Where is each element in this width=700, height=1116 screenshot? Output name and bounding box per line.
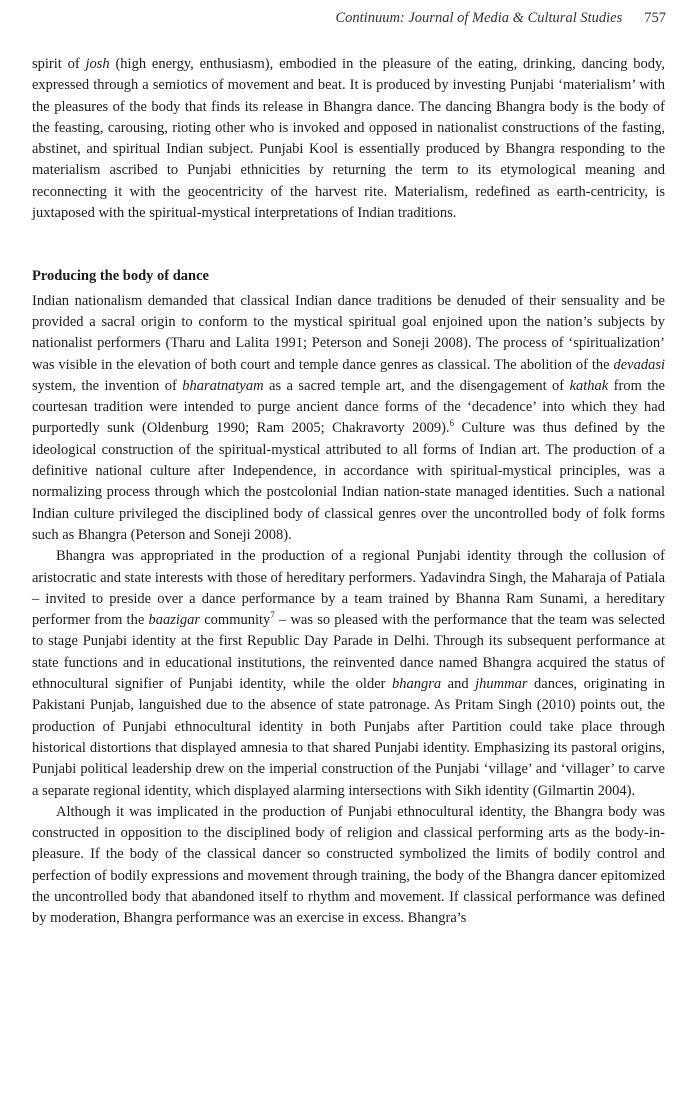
- page-number: 757: [644, 10, 666, 26]
- text-run: Indian nationalism demanded that classical Indian dance traditions be denuded of their sensuality and be provided a sacral origin to conform to the mystical spiritual goal enjoined upon the nation’s subjects by nationalist performers (Tharu and Lalita 1991; Peterson and Soneji 2008). The process of ‘spiritualization’ was visible in the elevation of both court and temple dance genres as classical. The abolition of the: [32, 292, 665, 373]
- text-run: system, the invention of: [32, 377, 183, 394]
- italic-term: kathak: [569, 377, 609, 394]
- journal-title: Continuum: Journal of Media & Cultural Studies: [335, 10, 623, 26]
- article-body: [32, 54, 665, 930]
- italic-term: baazigar: [148, 612, 201, 629]
- section-body: [32, 291, 665, 930]
- paragraph: [32, 802, 665, 930]
- italic-term: devadasi: [613, 356, 665, 373]
- text-run: – was so pleased with the performance that the team was selected to stage Punjabi identity at the first Republic Day Parade in Delhi. Through its subsequent performance at state functions and in educational institutions, the reinvented dance named Bhangra acquired the status of ethnocultural signifier of Punjabi identity, while the older: [32, 612, 665, 693]
- text-run: spirit of: [32, 56, 86, 72]
- italic-term: bharatnatyam: [182, 377, 264, 394]
- section-heading: Producing the body of dance: [32, 268, 209, 285]
- italic-term: josh: [85, 56, 110, 72]
- running-head: [335, 10, 666, 27]
- italic-term: jhummar: [475, 676, 528, 693]
- footnote-ref: 7: [270, 610, 275, 621]
- text-run: Although it was implicated in the production of Punjabi ethnocultural identity, the Bhangra body was constructed in opposition to the disciplined body of religion and classical performing arts as the body-in-pleasure. If the body of the classical dancer so constructed symbolized the limits of bodily control and perfection of bodily expressions and movement through training, the body of the Bhangra dancer epitomized the uncontrolled body that abandoned itself to rhythm and movement. If classical performance was defined by moderation, Bhangra performance was an exercise in excess. Bhangra’s: [32, 803, 665, 927]
- text-run: (high energy, enthusiasm), embodied in the pleasure of the eating, drinking, dancing body, expressed through a semiotics of movement and beat. It is produced by investing Punjabi ‘materialism’ with the pleasures of the body that finds its release in Bhangra dance. The dancing Bhangra body is the body of the feasting, carousing, rioting other who is invoked and opposed in nationalist constructions of the fasting, abstinet, and spiritual Indian subject. Punjabi Kool is essentially produced by Bhangra responding to the materialism ascribed to Punjabi ethnicities by returning the term to its etymological meaning and reconnecting it with the geocentricity of the harvest rite. Materialism, redefined as earth-centricity, is juxtaposed with the spiritual-mystical interpretations of Indian traditions.: [32, 56, 665, 222]
- text-run: community: [200, 612, 271, 629]
- intro-text: [32, 54, 665, 224]
- paragraph: [32, 291, 665, 547]
- italic-term: bhangra: [392, 676, 442, 693]
- paragraph: [32, 546, 665, 802]
- text-run: from the courtesan tradition were intended to purge ancient dance forms of the ‘decadence’ into which they had purportedly sunk (Oldenburg 1990; Ram 2005; Chakravorty 2009).: [32, 377, 665, 437]
- text-run: and: [441, 676, 476, 693]
- text-run: Culture was thus defined by the ideological construction of the spiritual-mystical attributed to all forms of Indian art. The production of a definitive national culture after Independence, in accordance with spiritual-mystical principles, was a normalizing process through which the postcolonial Indian nation-state managed identities. Such a national Indian culture privileged the disciplined body of classical genres over the uncontrolled body of folk forms such as Bhangra (Peterson and Soneji 2008).: [32, 420, 665, 543]
- text-run: Bhangra was appropriated in the production of a regional Punjabi identity through the collusion of aristocratic and state interests with those of hereditary performers. Yadavindra Singh, the Maharaja of Patiala – invited to preside over a dance performance by a team trained by Bhanna Ram Sunami, a hereditary performer from the: [32, 548, 665, 629]
- text-run: dances, originating in Pakistani Punjab, languished due to the absence of state patronage. As Pritam Singh (2010) points out, the production of Punjabi ethnocultural identity in both Punjabs after Partition could take place through historical distortions that displayed amnesia to that shared Punjabi identity. Emphasizing its pastoral origins, Punjabi political leadership drew on the imperial construction of the Punjabi ‘village’ and ‘villager’ to carve a separate regional identity, which displayed alarming intersections with Sikh identity (Gilmartin 2004).: [32, 676, 666, 799]
- text-run: as a sacred temple art, and the disengagement of: [263, 377, 570, 394]
- paragraph: [32, 54, 665, 224]
- footnote-ref: 6: [449, 418, 455, 429]
